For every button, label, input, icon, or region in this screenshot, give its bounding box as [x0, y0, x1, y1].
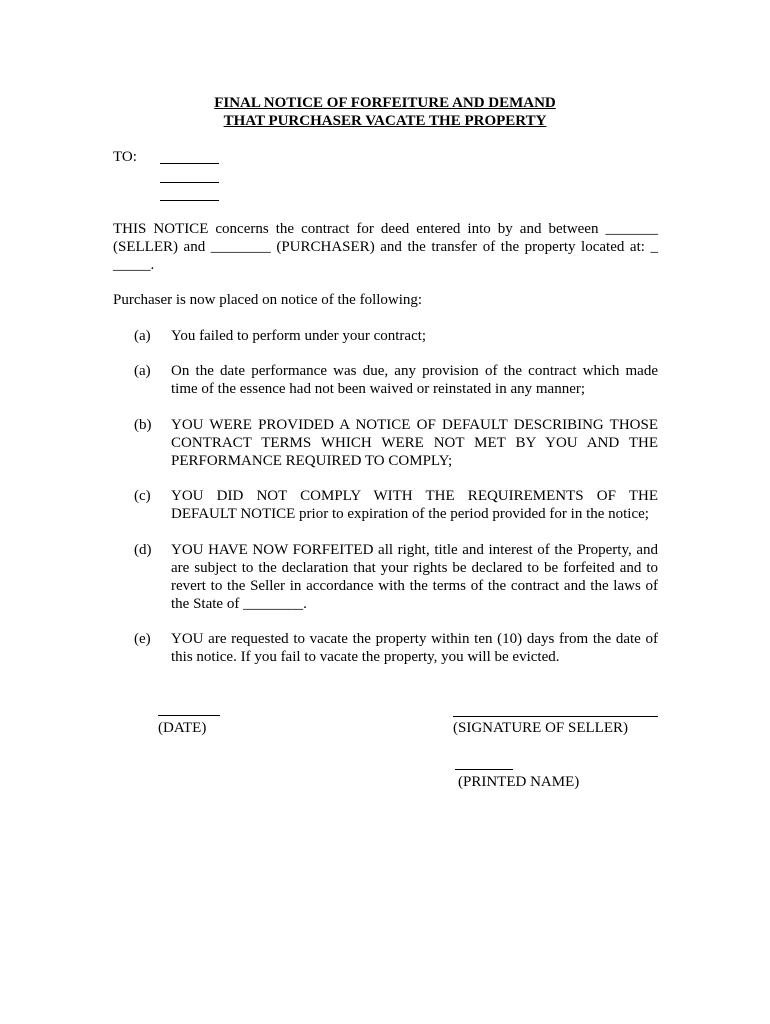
item-text-a-line-1: You failed to perform under your contract;: [171, 328, 427, 344]
notice-paragraph-line-3: _____.: [113, 257, 155, 273]
item-text-b-line-1: YOU WERE PROVIDED A NOTICE OF DEFAULT DESCRIBING THOSE: [171, 417, 658, 433]
item-label-c: (c): [134, 488, 151, 504]
item-text-a2-line-1: On the date performance was due, any provision of the contract which made: [171, 363, 658, 379]
date-line[interactable]: [158, 715, 220, 716]
signature-line[interactable]: [453, 716, 658, 717]
intro-text: Purchaser is now placed on notice of the following:: [113, 292, 423, 308]
item-text-e-line-1: YOU are requested to vacate the property within ten (10) days from the date of: [171, 631, 658, 647]
item-text-e-line-2: this notice. If you fail to vacate the property, you will be evicted.: [171, 649, 560, 665]
item-text-b-line-2: CONTRACT TERMS WHICH WERE NOT MET BY YOU AND THE: [171, 435, 658, 451]
item-text-d-line-4: the State of ________.: [171, 596, 307, 612]
to-blank-line-1[interactable]: [160, 163, 219, 164]
to-blank-line-2[interactable]: [160, 182, 219, 183]
document-title-line-2: THAT PURCHASER VACATE THE PROPERTY: [223, 113, 547, 129]
item-text-d-line-2: are subject to the declaration that your rights be declared to be forfeited and to: [171, 560, 658, 576]
to-blank-line-3[interactable]: [160, 200, 219, 201]
notice-paragraph-line-1: THIS NOTICE concerns the contract for deed entered into by and between _______: [113, 221, 658, 237]
printed-name-label: (PRINTED NAME): [458, 774, 580, 790]
item-text-d-line-3: revert to the Seller in accordance with the terms of the contract and the laws of: [171, 578, 658, 594]
notice-paragraph-line-2: (SELLER) and ________ (PURCHASER) and the transfer of the property located at: _: [113, 239, 658, 255]
to-label: TO:: [113, 149, 137, 165]
item-label-e: (e): [134, 631, 151, 647]
signature-of-seller-label: (SIGNATURE OF SELLER): [453, 720, 628, 736]
date-label: (DATE): [158, 720, 207, 736]
item-label-b: (b): [134, 417, 152, 433]
item-text-d-line-1: YOU HAVE NOW FORFEITED all right, title and interest of the Property, and: [171, 542, 658, 558]
item-text-a2-line-2: time of the essence had not been waived or reinstated in any manner;: [171, 381, 586, 397]
item-label-d: (d): [134, 542, 152, 558]
item-label-a2: (a): [134, 363, 151, 379]
item-text-c-line-1: YOU DID NOT COMPLY WITH THE REQUIREMENTS OF THE: [171, 488, 658, 504]
item-text-b-line-3: PERFORMANCE REQUIRED TO COMPLY;: [171, 453, 453, 469]
item-label-a: (a): [134, 328, 151, 344]
printed-name-line[interactable]: [455, 769, 513, 770]
document-title-line-1: FINAL NOTICE OF FORFEITURE AND DEMAND: [214, 95, 556, 111]
item-text-c-line-2: DEFAULT NOTICE prior to expiration of the period provided for in the notice;: [171, 506, 649, 522]
